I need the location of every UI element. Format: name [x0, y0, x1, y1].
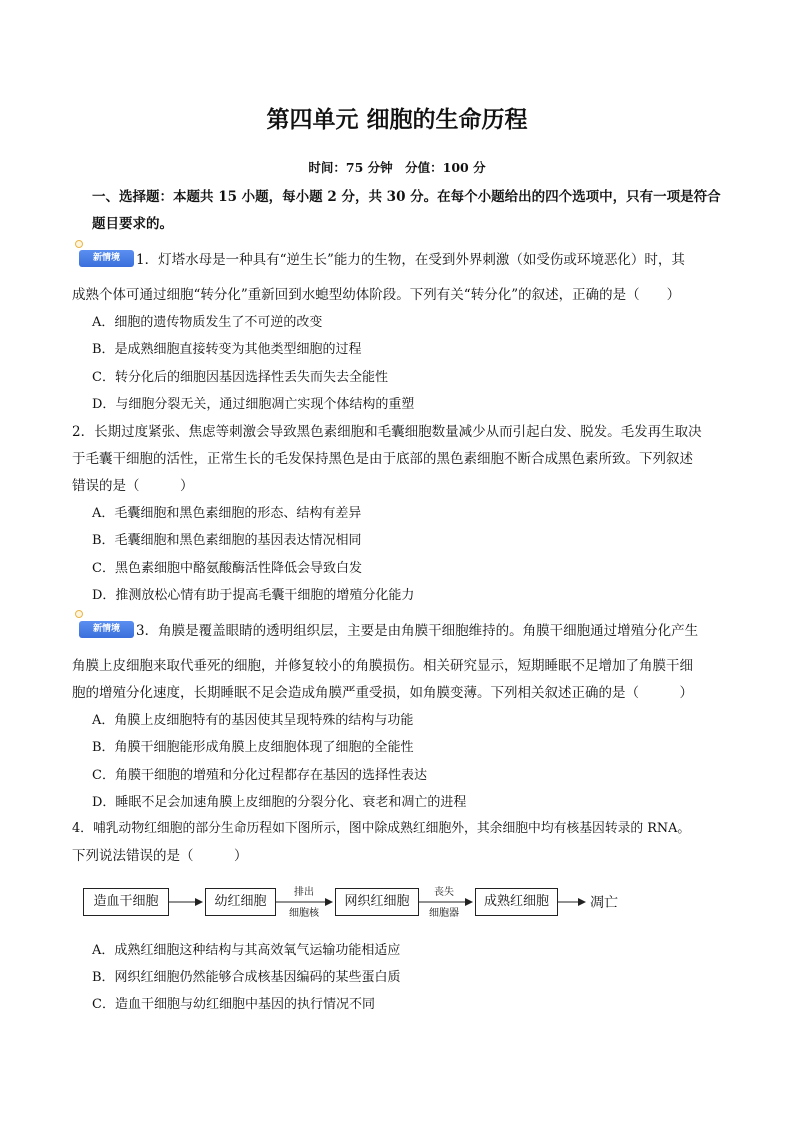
exam-meta: 时间：75 分钟 分值：100 分 [308, 160, 486, 175]
q3-option-a: A．角膜上皮细胞特有的基因使其呈现特殊的结构与功能 [92, 713, 414, 728]
q2-stem-line2: 于毛囊干细胞的活性，正常生长的毛发保持黑色是由于底部的黑色素细胞不断合成黑色素所致。下列叙述 [72, 451, 693, 467]
q1-stem-line2: 成熟个体可通过细胞“转分化”重新回到水螅型幼体阶段。下列有关“转分化”的叙述，正确的是（ ） [72, 287, 681, 303]
erythroblast-box: 幼红细胞 [205, 888, 276, 916]
q4-stem-line2: 下列说法错误的是（ ） [72, 848, 248, 864]
q1-option-a: A．细胞的遗传物质发生了不可逆的改变 [92, 315, 323, 330]
new-context-badge: 新情境 [79, 250, 134, 267]
step-label-nucleus: 细胞核 [289, 908, 319, 919]
mature-red-cell-box: 成熟红细胞 [475, 888, 558, 916]
q4-option-a: A．成熟红细胞这种结构与其高效氧气运输功能相适应 [92, 943, 401, 958]
q4-stem-line1: 4．哺乳动物红细胞的部分生命历程如下图所示，图中除成熟红细胞外，其余细胞中均有核基因转录的 RNA。 [72, 821, 691, 836]
q2-option-d: D．推测放松心情有助于提高毛囊干细胞的增殖分化能力 [92, 588, 415, 603]
page-title: 第四单元 细胞的生命历程 [266, 107, 528, 133]
q3-stem-line3: 胞的增殖分化速度，长期睡眠不足会造成角膜严重受损，如角膜变薄。下列相关叙述正确的是（ ） [72, 685, 693, 701]
q3-option-c: C．角膜干细胞的增殖和分化过程都存在基因的选择性表达 [92, 768, 427, 783]
step-label-eject: 排出 [294, 887, 314, 898]
q1-option-c: C．转分化后的细胞因基因选择性丢失而失去全能性 [92, 370, 388, 385]
q4-option-b: B．网织红细胞仍然能够合成核基因编码的某些蛋白质 [92, 970, 401, 985]
q3-stem-line1: 3．角膜是覆盖眼睛的透明组织层，主要是由角膜干细胞维持的。角膜干细胞通过增殖分化产生 [136, 623, 699, 639]
section-instruction-line1: 一、选择题：本题共 15 小题，每小题 2 分，共 30 分。在每个小题给出的四个选项中，只有一项是符合 [92, 189, 721, 205]
step-label-lose: 丧失 [434, 887, 454, 898]
q2-option-a: A．毛囊细胞和黑色素细胞的形态、结构有差异 [92, 506, 362, 521]
q4-option-c: C．造血干细胞与幼红细胞中基因的执行情况不同 [92, 997, 375, 1012]
apoptosis-label: 凋亡 [590, 895, 618, 911]
q3-option-b: B．角膜干细胞能形成角膜上皮细胞体现了细胞的全能性 [92, 740, 414, 755]
q2-option-b: B．毛囊细胞和黑色素细胞的基因表达情况相同 [92, 533, 362, 548]
step-label-organelles: 细胞器 [429, 908, 459, 919]
q2-option-c: C．黑色素细胞中酪氨酸酶活性降低会导致白发 [92, 561, 362, 576]
q2-stem-line1: 2．长期过度紧张、焦虑等刺激会导致黑色素细胞和毛囊细胞数量减少从而引起白发、脱发。毛发再生取决 [72, 424, 702, 440]
hematopoietic-stem-cell-box: 造血干细胞 [83, 888, 169, 916]
q1-stem-line1: 1．灯塔水母是一种具有“逆生长”能力的生物，在受到外界刺激（如受伤或环境恶化）时，其 [136, 252, 685, 268]
new-context-badge: 新情境 [79, 621, 134, 638]
reticulocyte-box: 网织红细胞 [335, 888, 419, 916]
section-instruction-line2: 题目要求的。 [92, 216, 173, 232]
q3-option-d: D．睡眠不足会加速角膜上皮细胞的分裂分化、衰老和凋亡的进程 [92, 795, 467, 810]
q1-option-d: D．与细胞分裂无关，通过细胞凋亡实现个体结构的重塑 [92, 397, 415, 412]
q3-stem-line2: 角膜上皮细胞来取代垂死的细胞，并修复较小的角膜损伤。相关研究显示，短期睡眠不足增加了角膜干细 [72, 658, 693, 674]
q1-option-b: B．是成熟细胞直接转变为其他类型细胞的过程 [92, 342, 362, 357]
q2-stem-line3: 错误的是（ ） [72, 478, 194, 494]
